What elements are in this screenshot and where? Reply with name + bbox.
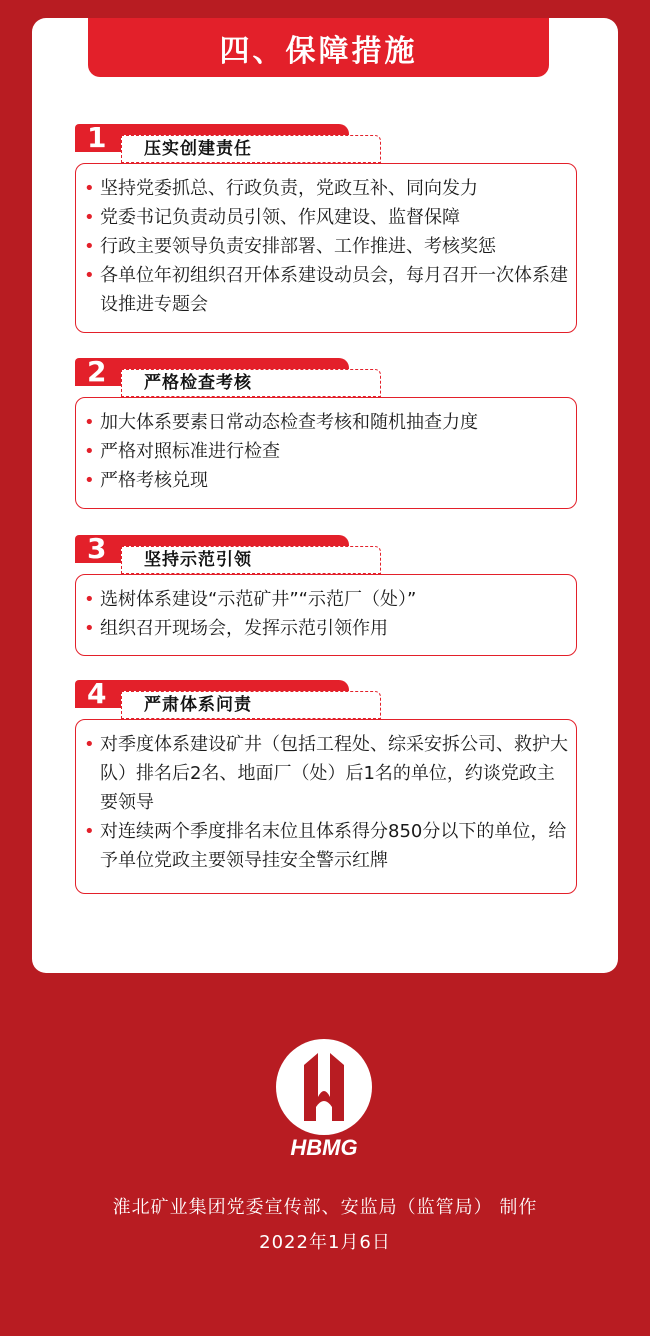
- page-title: 四、保障措施: [88, 18, 549, 77]
- bullet-icon: •: [84, 589, 95, 610]
- bullet-icon: •: [84, 821, 95, 842]
- list-item: • 严格考核兑现: [84, 466, 568, 495]
- section-3-header: [75, 532, 385, 575]
- section-2-label: 严格检查考核: [121, 369, 381, 397]
- bullet-icon: •: [84, 618, 95, 639]
- bullet-icon: •: [84, 178, 95, 199]
- section-1-body: [75, 163, 577, 333]
- section-4-number: 4: [75, 680, 349, 708]
- bullet-icon: •: [84, 207, 95, 228]
- logo-circle: [276, 1039, 372, 1135]
- section-2-header: [75, 355, 385, 398]
- list-item: • 坚持党委抓总、行政负责，党政互补、同向发力: [84, 174, 568, 203]
- section-4-header: [75, 677, 385, 720]
- list-item: • 对连续两个季度排名末位且体系得分850分以下的单位，给予单位党政主要领导挂安全警示红牌: [84, 817, 568, 875]
- logo-text: HBMG: [290, 1135, 358, 1160]
- section-1-label: 压实创建责任: [121, 135, 381, 163]
- footer-date: 2022年1月6日: [259, 1232, 391, 1253]
- bullet-icon: •: [84, 236, 95, 257]
- section-3-number: 3: [75, 535, 349, 563]
- section-3-label: 坚持示范引领: [121, 546, 381, 574]
- section-4-label: 严肃体系问责: [121, 691, 381, 719]
- list-item: • 严格对照标准进行检查: [84, 437, 568, 466]
- list-item: • 组织召开现场会，发挥示范引领作用: [84, 614, 568, 643]
- bullet-icon: •: [84, 265, 95, 286]
- section-4-body: [75, 719, 577, 894]
- bullet-icon: •: [84, 412, 95, 433]
- bullet-icon: •: [84, 441, 95, 462]
- section-3-body: [75, 574, 577, 656]
- list-item: • 选树体系建设“示范矿井”“示范厂（处）”: [84, 585, 568, 614]
- footer-org: 淮北矿业集团党委宣传部、安监局（监管局） 制作: [112, 1197, 538, 1218]
- hbmg-logo: [264, 1037, 384, 1167]
- section-1-header: [75, 121, 385, 164]
- section-2-body: [75, 397, 577, 509]
- section-2-number: 2: [75, 358, 349, 386]
- list-item: • 加大体系要素日常动态检查考核和随机抽查力度: [84, 408, 568, 437]
- list-item: • 各单位年初组织召开体系建设动员会，每月召开一次体系建设推进专题会: [84, 261, 568, 319]
- list-item: • 对季度体系建设矿井（包括工程处、综采安拆公司、救护大队）排名后2名、地面厂（处）后1名的单位，约谈党政主要领导: [84, 730, 568, 817]
- bullet-icon: •: [84, 470, 95, 491]
- section-1-number: 1: [75, 124, 349, 152]
- list-item: • 行政主要领导负责安排部署、工作推进、考核奖惩: [84, 232, 568, 261]
- bullet-icon: •: [84, 734, 95, 755]
- list-item: • 党委书记负责动员引领、作风建设、监督保障: [84, 203, 568, 232]
